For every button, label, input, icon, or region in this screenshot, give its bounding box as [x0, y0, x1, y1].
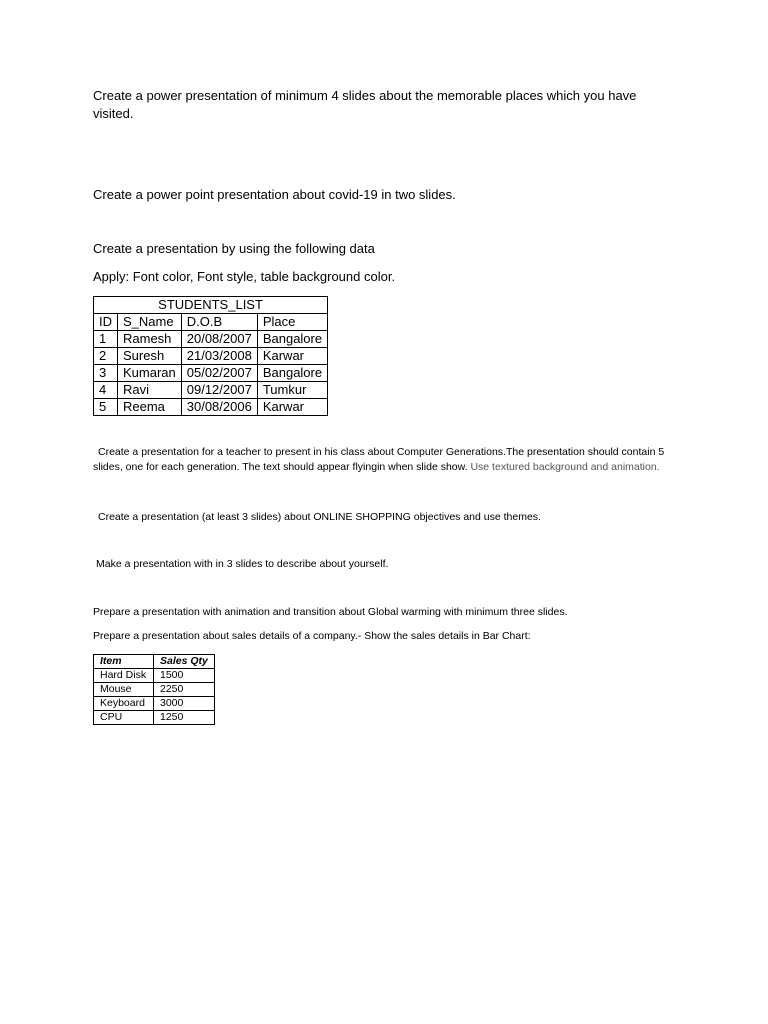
table-row — [94, 669, 215, 683]
table-row — [94, 711, 215, 725]
table-header-row — [94, 655, 215, 669]
task-about-yourself: Make a presentation with in 3 slides to describe about yourself. — [96, 558, 389, 570]
table-row — [94, 399, 328, 416]
table-cell: 1 — [94, 331, 118, 348]
table-cell: Keyboard — [94, 697, 154, 711]
task-text: Create a presentation for a teacher to present in his class about Computer Generations.The presentation should contain 5 slides, one for each generation. The text should appear flyingin when slide show. — [93, 446, 665, 473]
table-row — [94, 365, 328, 382]
table-cell: Mouse — [94, 683, 154, 697]
task-online-shopping: Create a presentation (at least 3 slides) about ONLINE SHOPPING objectives and use themes. — [98, 511, 541, 523]
table-cell: CPU — [94, 711, 154, 725]
table-caption-row — [94, 297, 328, 314]
column-header: Sales Qty — [154, 655, 215, 669]
table-cell: 2250 — [154, 683, 215, 697]
table-cell: 1500 — [154, 669, 215, 683]
table-cell: Suresh — [118, 348, 182, 365]
table-cell: 4 — [94, 382, 118, 399]
table-cell: Tumkur — [257, 382, 327, 399]
table-cell: 09/12/2007 — [181, 382, 257, 399]
table-cell: 20/08/2007 — [181, 331, 257, 348]
table-cell: Bangalore — [257, 331, 327, 348]
table-cell: 05/02/2007 — [181, 365, 257, 382]
table-row — [94, 348, 328, 365]
table-cell: 5 — [94, 399, 118, 416]
table-cell: Ravi — [118, 382, 182, 399]
table-cell: 3 — [94, 365, 118, 382]
table-cell: Reema — [118, 399, 182, 416]
table-header-row — [94, 314, 328, 331]
task-covid-19: Create a power point presentation about covid-19 in two slides. — [93, 187, 456, 202]
table-cell: 1250 — [154, 711, 215, 725]
task-memorable-places: Create a power presentation of minimum 4 slides about the memorable places which you have visited. — [93, 88, 637, 121]
task-text-highlight: Use textured background and animation. — [470, 461, 660, 473]
table-cell: Kumaran — [118, 365, 182, 382]
table-cell: 30/08/2006 — [181, 399, 257, 416]
column-header: Item — [94, 655, 154, 669]
table-cell: Karwar — [257, 348, 327, 365]
table-cell: Hard Disk — [94, 669, 154, 683]
students-table — [93, 296, 328, 416]
table-cell: 2 — [94, 348, 118, 365]
column-header: ID — [94, 314, 118, 331]
task-global-warming: Prepare a presentation with animation and transition about Global warming with minimum three slides. — [93, 606, 568, 618]
task-sales-details: Prepare a presentation about sales details of a company.- Show the sales details in Bar Chart: — [93, 630, 531, 642]
table-caption: STUDENTS_LIST — [94, 297, 328, 314]
column-header: Place — [257, 314, 327, 331]
table-cell: Bangalore — [257, 365, 327, 382]
table-cell: Ramesh — [118, 331, 182, 348]
table-cell: 3000 — [154, 697, 215, 711]
task-students-apply: Apply: Font color, Font style, table background color. — [93, 269, 396, 284]
table-row — [94, 382, 328, 399]
column-header: D.O.B — [181, 314, 257, 331]
table-row — [94, 697, 215, 711]
table-cell: Karwar — [257, 399, 327, 416]
table-row — [94, 683, 215, 697]
task-computer-generations — [93, 445, 693, 475]
column-header: S_Name — [118, 314, 182, 331]
table-cell: 21/03/2008 — [181, 348, 257, 365]
sales-table — [93, 654, 215, 725]
task-students-intro: Create a presentation by using the following data — [93, 241, 375, 256]
table-row — [94, 331, 328, 348]
